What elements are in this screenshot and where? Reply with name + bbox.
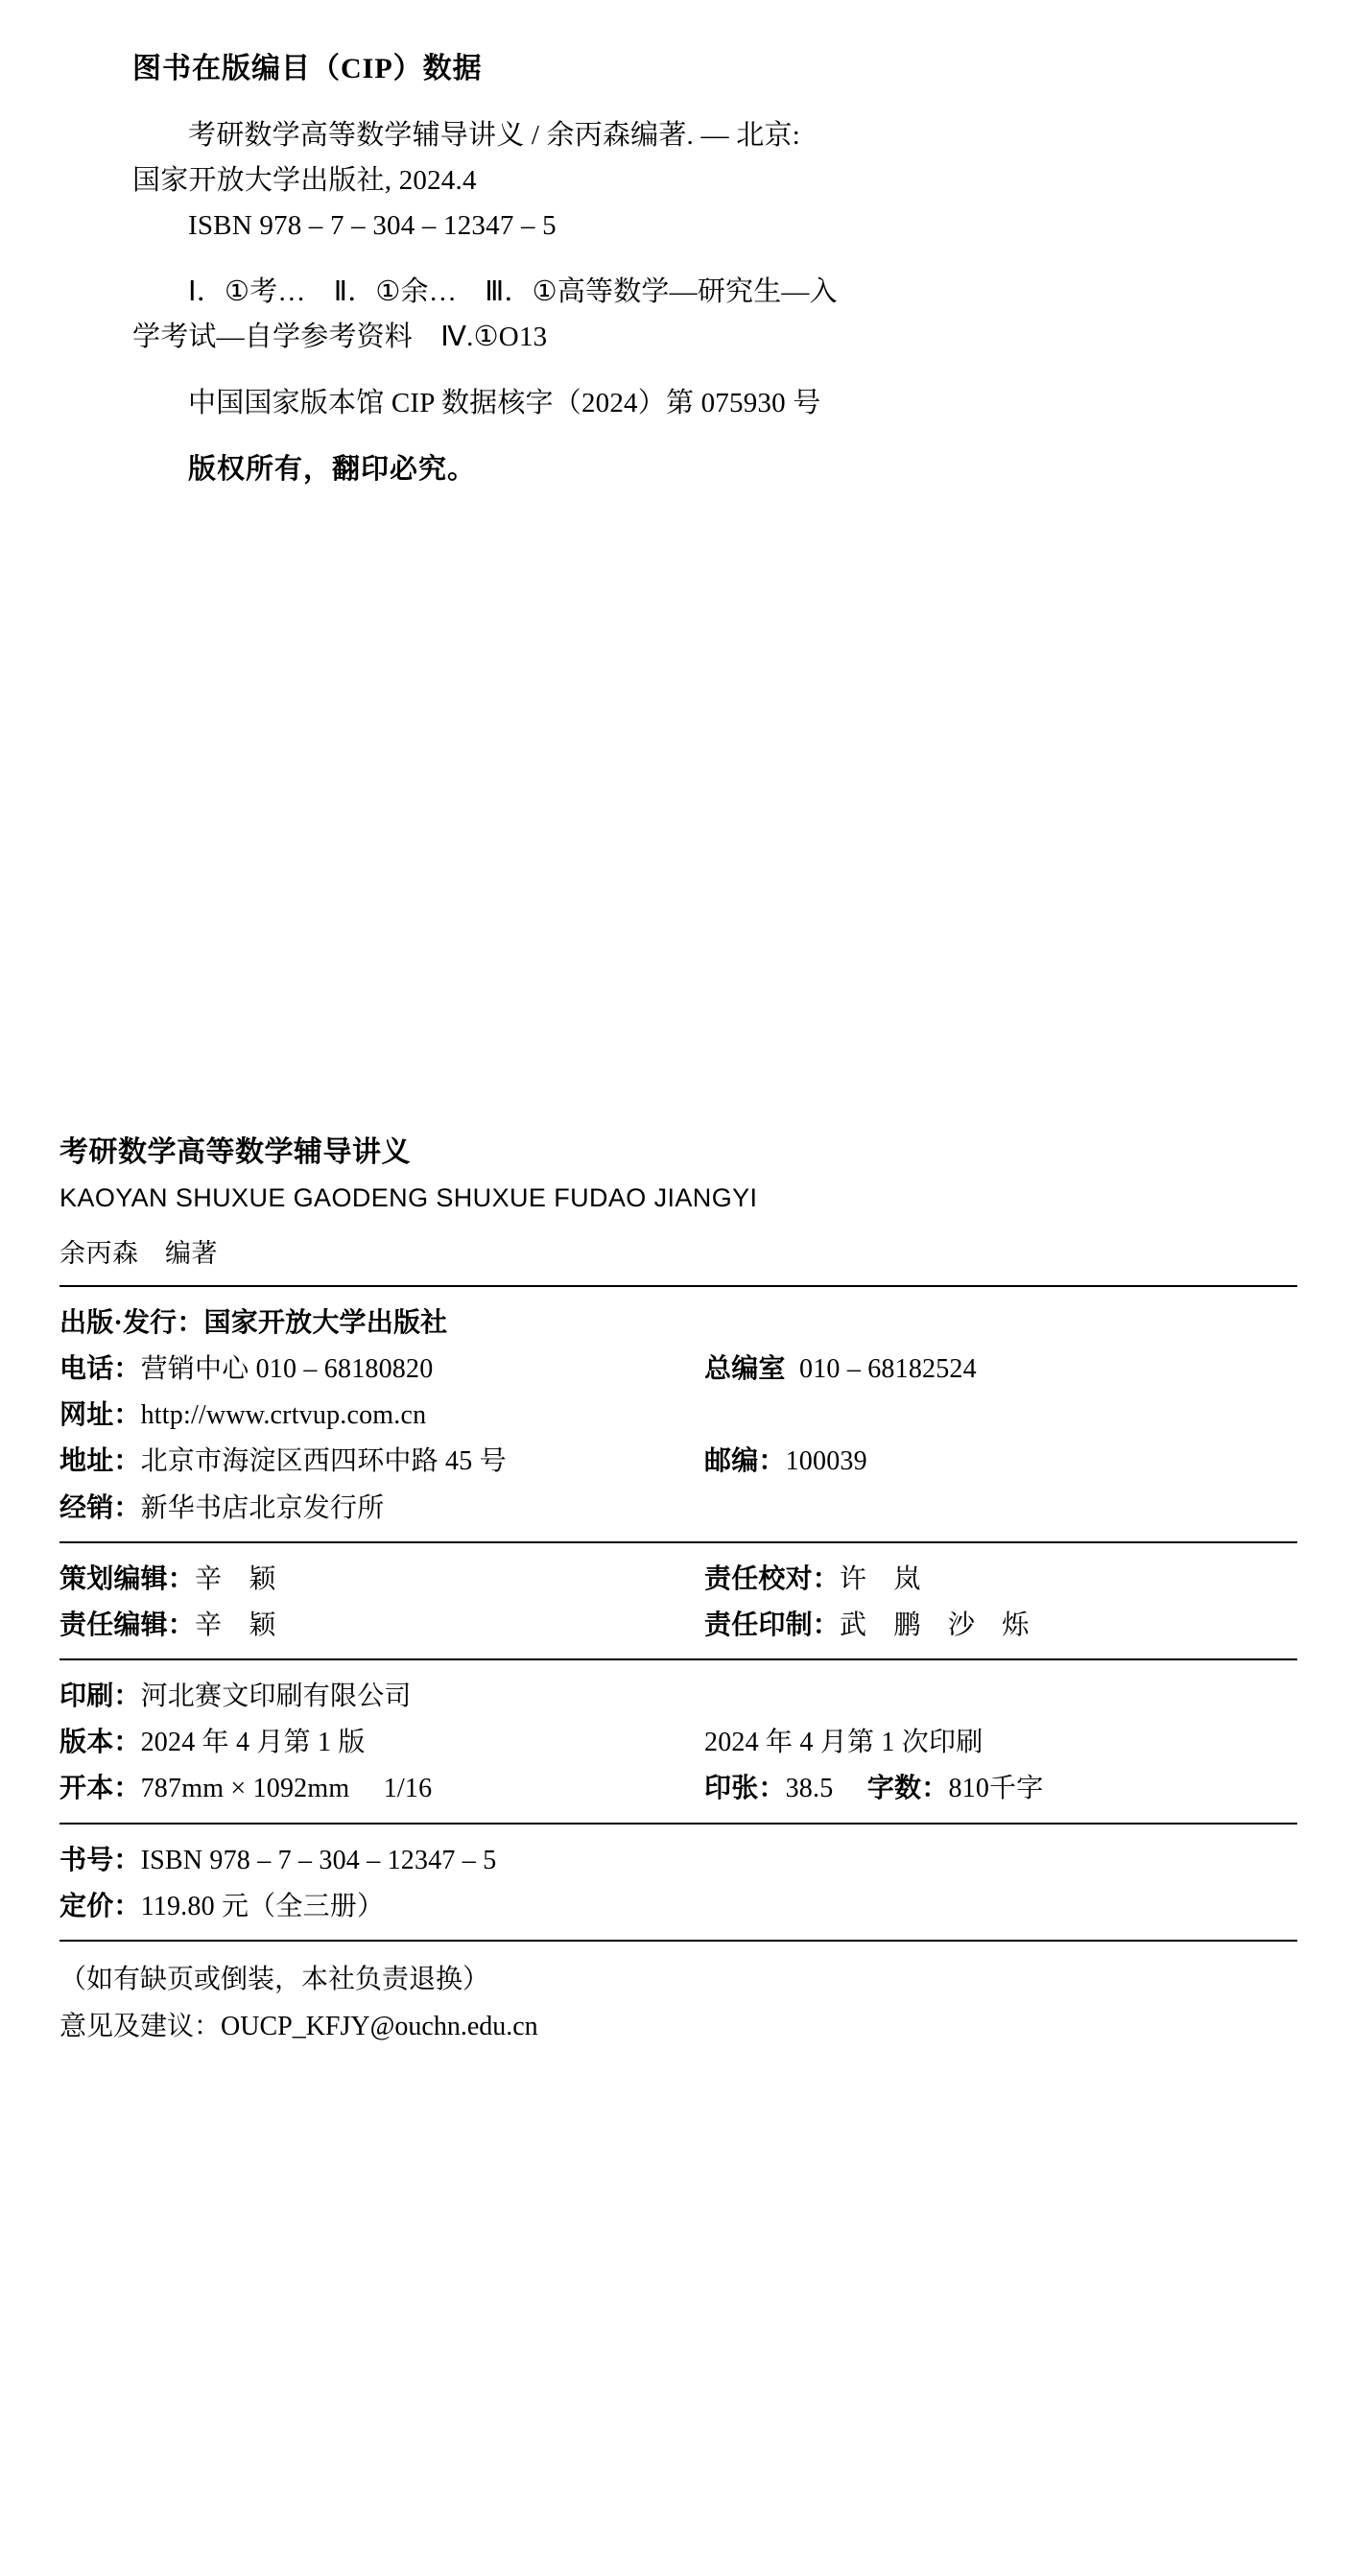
planning-editor-label: 策划编辑： xyxy=(59,1563,196,1594)
distribution-label: 经销： xyxy=(59,1492,141,1523)
cip-line-classification-2: 学考试—自学参考资料 Ⅳ.①O13 xyxy=(132,321,548,352)
copyright-notice: 版权所有，翻印必究。 xyxy=(188,453,477,485)
price-value: 119.80 元（全三册） xyxy=(140,1891,385,1921)
cip-line-classification-1: Ⅰ．①考… Ⅱ．①余… Ⅲ．①高等数学—研究生—入 xyxy=(188,275,838,307)
cip-spacer-2 xyxy=(132,360,1217,381)
impression-value: 2024 年 4 月第 1 次印刷 xyxy=(704,1728,984,1758)
price-row xyxy=(59,1884,1297,1930)
editorial-cell xyxy=(704,1347,1297,1393)
phone-cell xyxy=(59,1347,704,1393)
website-label: 网址： xyxy=(59,1400,141,1431)
cip-line-archive-number: 中国国家版本馆 CIP 数据核字（2024）第 075930 号 xyxy=(188,387,821,418)
cip-line-publisher: 国家开放大学出版社, 2024.4 xyxy=(132,164,477,196)
cip-spacer xyxy=(132,249,1217,270)
isbn-row xyxy=(59,1838,1297,1884)
responsible-editor-value: 辛 颖 xyxy=(195,1610,276,1640)
proofreader-value: 许 岚 xyxy=(840,1563,921,1594)
publisher-value: 国家开放大学出版社 xyxy=(203,1308,448,1338)
address-cell xyxy=(59,1439,704,1485)
address-label: 地址： xyxy=(59,1446,141,1477)
address-value: 北京市海淀区西四环中路 45 号 xyxy=(140,1446,507,1477)
zip-label: 邮编： xyxy=(704,1446,786,1477)
printer-row xyxy=(59,1674,1297,1720)
impression-cell xyxy=(704,1720,1297,1766)
planning-editor-cell xyxy=(59,1557,704,1603)
proofreader-cell xyxy=(704,1557,1297,1603)
format-cell xyxy=(59,1766,704,1812)
edition-cell xyxy=(59,1720,704,1766)
footer-section xyxy=(59,1942,1297,2050)
book-author: 余丙森 编著 xyxy=(59,1239,218,1268)
format-label: 开本： xyxy=(59,1774,141,1804)
distribution-row xyxy=(59,1486,1297,1532)
returns-notice: （如有缺页或倒装，本社负责退换） xyxy=(59,1964,490,1994)
printer-label: 印刷： xyxy=(59,1682,141,1712)
zip-value: 100039 xyxy=(785,1446,867,1477)
zip-cell xyxy=(704,1439,1297,1485)
isbn-value: ISBN 978 – 7 – 304 – 12347 – 5 xyxy=(140,1845,497,1875)
editorial-label: 总编室 xyxy=(704,1354,786,1385)
distribution-value: 新华书店北京发行所 xyxy=(140,1492,385,1523)
printing-section xyxy=(59,1660,1297,1822)
wordcount-label: 字数： xyxy=(866,1774,949,1804)
staff-row-2 xyxy=(59,1603,1297,1649)
cip-line-title: 考研数学高等数学辅导讲义 / 余丙森编著. –– 北京: xyxy=(188,120,800,151)
publisher-label: 出版·发行： xyxy=(59,1308,204,1338)
cip-line-isbn: ISBN 978 – 7 – 304 – 12347 – 5 xyxy=(188,209,557,241)
print-supervisor-cell xyxy=(704,1603,1297,1649)
isbn-label: 书号： xyxy=(59,1845,141,1875)
website-row xyxy=(59,1393,1297,1439)
format-value: 787mm × 1092mm 1/16 xyxy=(140,1774,433,1804)
wordcount-value: 810千字 xyxy=(948,1774,1044,1804)
sheets-label: 印张： xyxy=(704,1774,786,1804)
editorial-value: 010 – 68182524 xyxy=(799,1354,977,1385)
book-title-chinese: 考研数学高等数学辅导讲义 xyxy=(59,1136,411,1168)
isbn-price-section xyxy=(59,1825,1297,1940)
staff-section xyxy=(59,1543,1297,1658)
edition-value: 2024 年 4 月第 1 版 xyxy=(140,1728,366,1758)
address-row xyxy=(59,1439,1297,1485)
phone-value: 营销中心 010 – 68180820 xyxy=(140,1354,434,1385)
phone-row xyxy=(59,1347,1297,1393)
book-title-pinyin: KAOYAN SHUXUE GAODENG SHUXUE FUDAO JIANGYI xyxy=(59,1183,758,1212)
print-supervisor-label: 责任印制： xyxy=(704,1610,841,1640)
edition-label: 版本： xyxy=(59,1728,141,1758)
staff-row-1 xyxy=(59,1557,1297,1603)
publish-info-section xyxy=(59,1287,1297,1541)
colophon-block xyxy=(59,1128,1297,2050)
proofreader-label: 责任校对： xyxy=(704,1563,841,1594)
publisher-row xyxy=(59,1300,1297,1347)
price-label: 定价： xyxy=(59,1891,141,1921)
format-row xyxy=(59,1766,1297,1812)
responsible-editor-label: 责任编辑： xyxy=(59,1610,196,1640)
sheets-wordcount-cell xyxy=(704,1766,1297,1812)
responsible-editor-cell xyxy=(59,1603,704,1649)
cip-spacer-3 xyxy=(132,426,1217,447)
cip-block xyxy=(132,44,1217,487)
phone-label: 电话： xyxy=(59,1354,141,1385)
sheets-value: 38.5 xyxy=(785,1774,834,1804)
feedback-label: 意见及建议： xyxy=(59,2011,222,2041)
website-value[interactable]: http://www.crtvup.com.cn xyxy=(140,1400,427,1431)
edition-row xyxy=(59,1720,1297,1766)
cip-heading: 图书在版编目（CIP）数据 xyxy=(132,53,483,84)
printer-value: 河北赛文印刷有限公司 xyxy=(140,1682,412,1712)
planning-editor-value: 辛 颖 xyxy=(195,1563,276,1594)
feedback-row xyxy=(59,2004,1297,2051)
print-supervisor-value: 武 鹏 沙 烁 xyxy=(840,1610,1030,1640)
feedback-value[interactable]: OUCP_KFJY@ouchn.edu.cn xyxy=(221,2011,538,2041)
